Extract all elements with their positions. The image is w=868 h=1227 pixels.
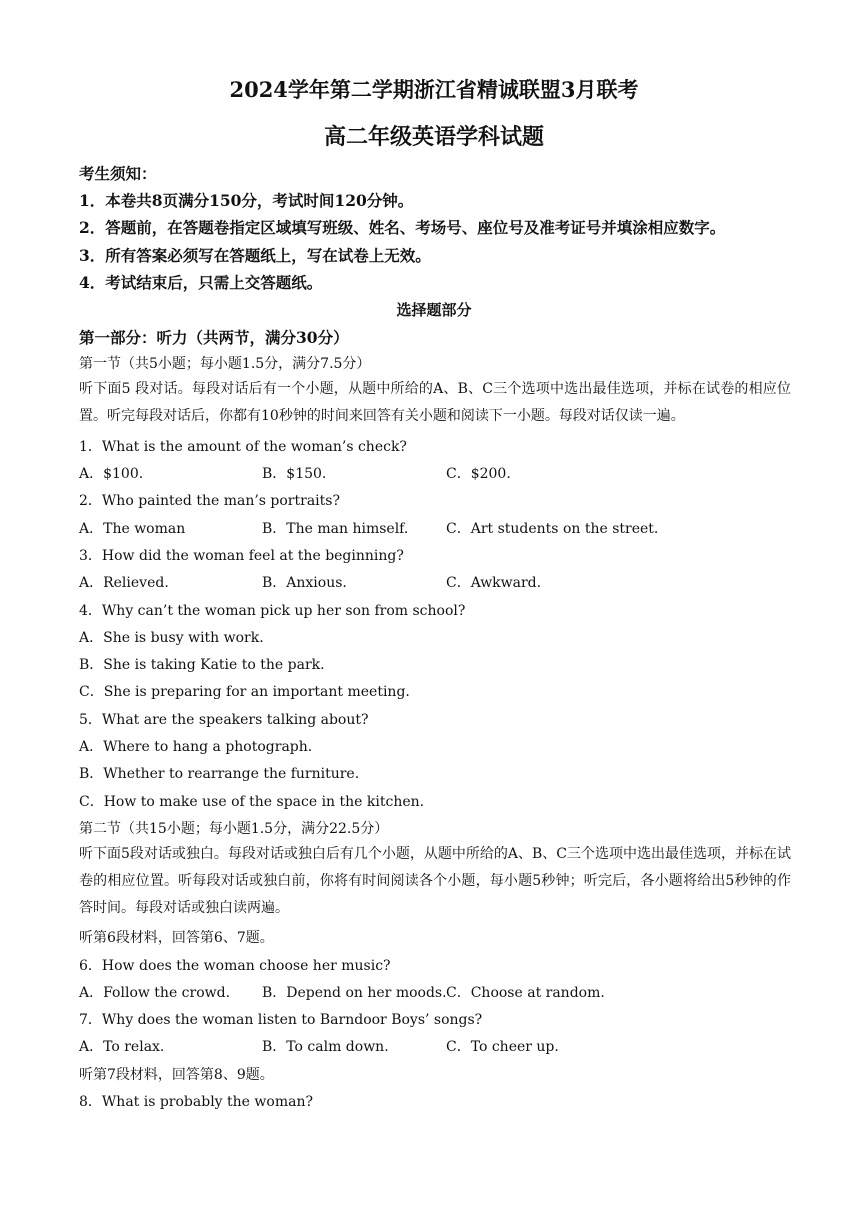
question-stem: 8．What is probably the woman? — [79, 1094, 313, 1110]
question-stem: 2．Who painted the man’s portraits? — [79, 493, 340, 509]
notice-item: 3．所有答案必须写在答题纸上，写在试卷上无效。 — [79, 246, 431, 265]
option-c: C．Awkward. — [446, 575, 542, 591]
question-stem: 4．Why can’t the woman pick up her son from school? — [79, 603, 466, 619]
option-c: C．$200. — [446, 466, 511, 482]
option-b: B．To calm down. — [262, 1039, 389, 1055]
option-a: A．$100. — [79, 466, 144, 482]
notice-item: 2．答题前，在答题卷指定区域填写班级、姓名、考场号、座位号及准考证号并填涂相应数字。 — [79, 218, 726, 237]
question-stem: 1．What is the amount of the woman’s check? — [79, 439, 407, 455]
sec2-heading: 第二节（共15小题；每小题1.5分，满分22.5分） — [79, 821, 389, 837]
option-a: A．Where to hang a photograph. — [79, 739, 313, 755]
option-b: B．Anxious. — [262, 575, 347, 591]
section-heading: 选择题部分 — [396, 301, 472, 319]
notice-heading: 考生须知： — [79, 164, 157, 183]
part1-heading: 第一部分：听力（共两节，满分30分） — [79, 328, 349, 347]
exam-title: 2024学年第二学期浙江省精诚联盟3月联考 — [229, 77, 639, 102]
notice-item: 4．考试结束后，只需上交答题纸。 — [79, 273, 323, 292]
option-b: B．Depend on her moods. — [262, 985, 447, 1001]
option-b: B．Whether to rearrange the furniture. — [79, 766, 360, 782]
sec1-instructions: 听下面5 段对话。每段对话后有一个小题，从题中所给的A、B、C三个选项中选出最佳选项，并标在试卷的相应位置。听完每段对话后，你都有10秒钟的时间来回答有关小题和阅读下一小题。每段对话仅读一遍。 — [79, 381, 791, 424]
option-c: C．Art students on the street. — [446, 521, 659, 537]
option-a: A．The woman — [79, 521, 186, 537]
option-b: B．$150. — [262, 466, 327, 482]
option-b: B．The man himself. — [262, 521, 409, 537]
material-note: 听第7段材料，回答第8、9题。 — [79, 1067, 274, 1083]
option-c: C．She is preparing for an important meeting. — [79, 684, 410, 700]
option-c: C．How to make use of the space in the kitchen. — [79, 794, 425, 810]
option-b: B．She is taking Katie to the park. — [79, 657, 325, 673]
question-stem: 3．How did the woman feel at the beginning? — [79, 548, 404, 564]
option-a: A．Relieved. — [79, 575, 169, 591]
option-c: C．To cheer up. — [446, 1039, 559, 1055]
question-stem: 7．Why does the woman listen to Barndoor Boys’ songs? — [79, 1012, 483, 1028]
option-a: A．She is busy with work. — [79, 630, 264, 646]
sec1-heading: 第一节（共5小题；每小题1.5分，满分7.5分） — [79, 356, 371, 372]
question-stem: 6．How does the woman choose her music? — [79, 958, 391, 974]
sec2-instructions: 听下面5段对话或独白。每段对话或独白后有几个小题，从题中所给的A、B、C三个选项中选出最佳选项，并标在试卷的相应位置。听每段对话或独白前，你将有时间阅读各个小题，每小题5秒钟；听完后，各小题将给出5秒钟的作答时间。每段对话或独白读两遍。 — [79, 846, 792, 916]
option-c: C．Choose at random. — [446, 985, 605, 1001]
question-stem: 5．What are the speakers talking about? — [79, 712, 369, 728]
option-a: A．To relax. — [79, 1039, 165, 1055]
exam-subtitle: 高二年级英语学科试题 — [323, 124, 544, 150]
option-a: A．Follow the crowd. — [79, 985, 231, 1001]
material-note: 听第6段材料，回答第6、7题。 — [79, 930, 274, 946]
notice-item: 1．本卷共8页满分150分，考试时间120分钟。 — [79, 191, 414, 210]
